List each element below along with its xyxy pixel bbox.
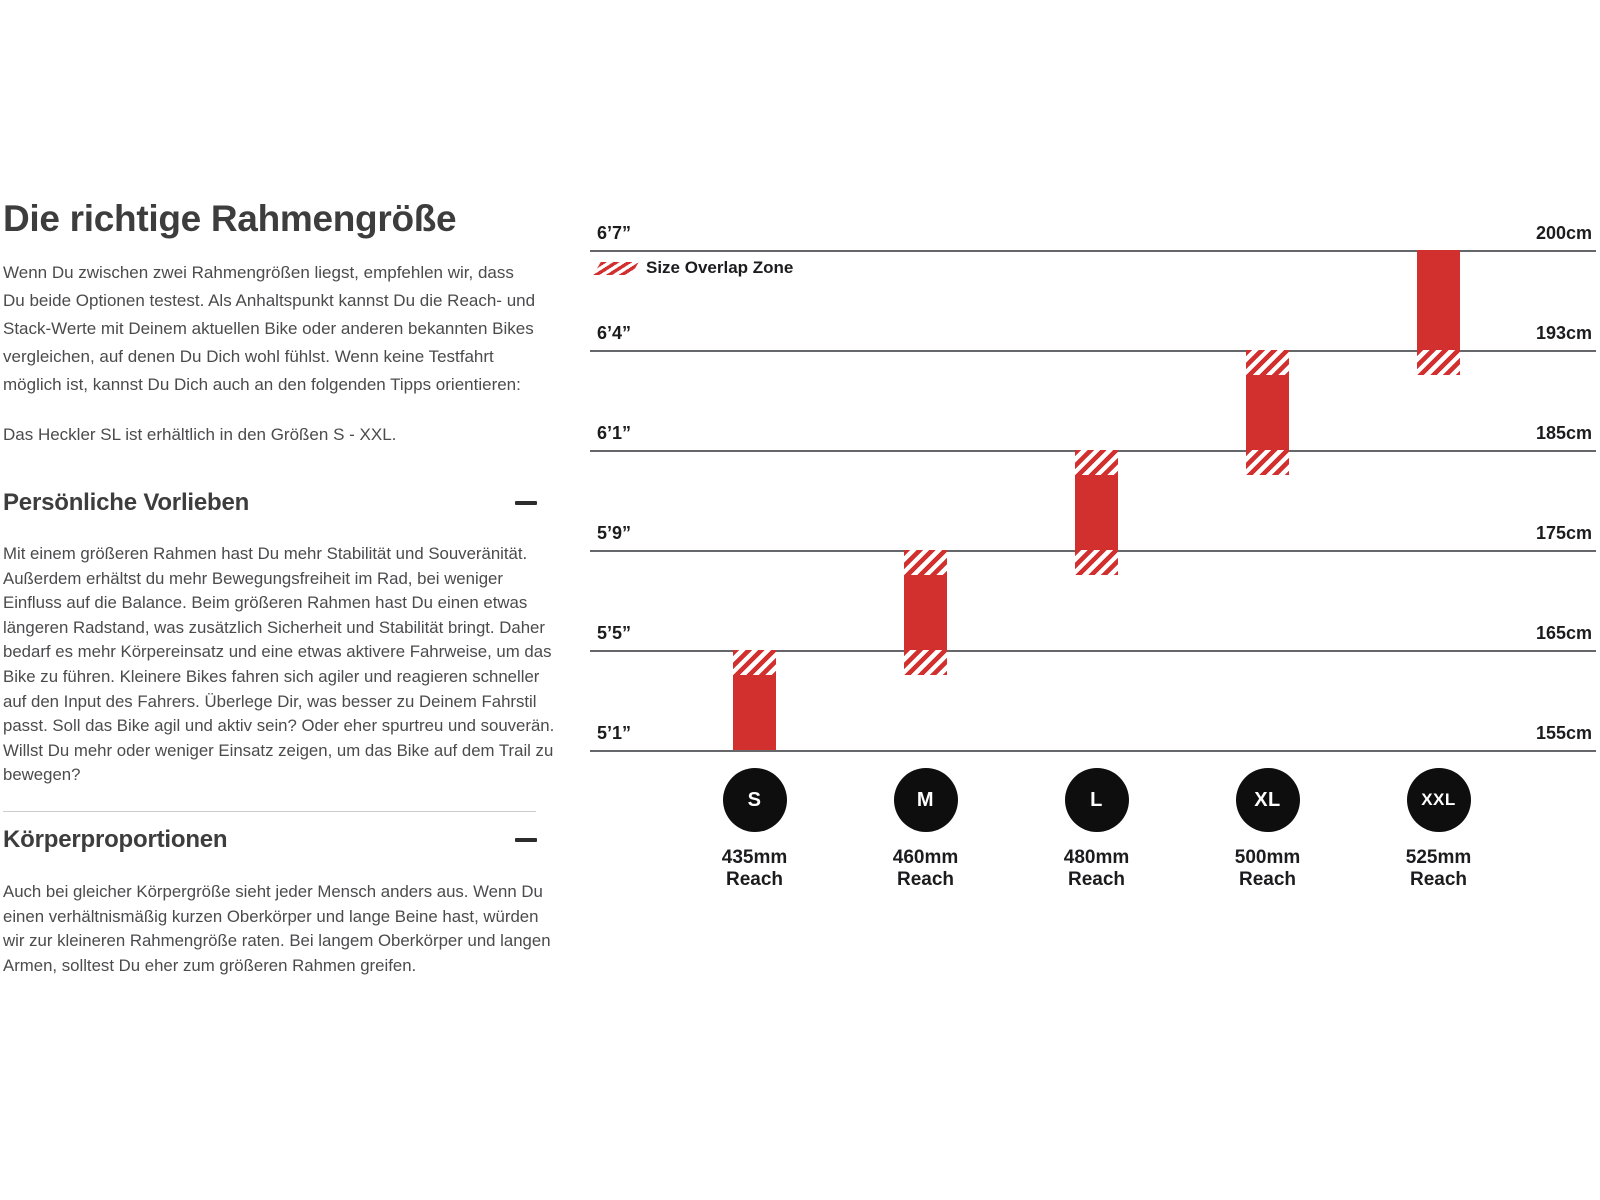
reach-caption: Reach bbox=[725, 869, 784, 890]
intro-paragraph: Wenn Du zwischen zwei Rahmengrößen liegst, empfehlen wir, dass Du beide Optionen testest. Als Anhaltspunkt kannst Du die Reach- und Stack-Werte mit Deinem aktuellen Bike oder anderen bekannten Bikes vergleichen, auf denen Du Dich wohl fühlst. Wenn keine Testfahrt möglich ist, kannst Du Dich auch an den folgenden Tipps orientieren: bbox=[3, 263, 536, 394]
size-range-segment-xl bbox=[1246, 375, 1289, 450]
availability-note: Das Heckler SL ist erhältlich in den Größen S - XXL. bbox=[3, 425, 397, 444]
height-gridline bbox=[590, 750, 1596, 752]
collapse-minus-icon[interactable] bbox=[515, 501, 537, 505]
overlap-zone-segment-m bbox=[904, 650, 947, 675]
overlap-zone-segment-xl bbox=[1246, 350, 1289, 375]
height-label-imperial: 5’5” bbox=[597, 623, 632, 643]
height-gridline bbox=[590, 350, 1596, 352]
reach-value: 525mm bbox=[1405, 847, 1472, 868]
height-label-metric: 193cm bbox=[1535, 323, 1592, 343]
legend-size-overlap-zone bbox=[597, 258, 793, 278]
reach-value: 460mm bbox=[892, 847, 959, 868]
size-circle-xxl: XXL bbox=[1407, 768, 1471, 832]
size-circle-l: L bbox=[1065, 768, 1129, 832]
section-body: Auch bei gleicher Körpergröße sieht jeder Mensch anders aus. Wenn Du einen verhältnismäßig kurzen Oberkörper und lange Beine hast, würden wir zur kleineren Rahmengröße raten. Bei langem Oberkörper und langen Armen, solltest Du eher zum größeren Rahmen greifen. bbox=[3, 882, 551, 975]
section-heading: Körperproportionen bbox=[3, 826, 228, 853]
height-label-metric: 200cm bbox=[1535, 223, 1592, 243]
reach-value: 480mm bbox=[1063, 847, 1130, 868]
size-range-segment-s bbox=[733, 675, 776, 750]
reach-label-s bbox=[685, 847, 825, 891]
size-range-segment-xxl bbox=[1417, 250, 1460, 350]
page-title: Die richtige Rahmengröße bbox=[3, 198, 457, 239]
reach-label-l bbox=[1027, 847, 1167, 891]
overlap-zone-segment-m bbox=[904, 550, 947, 575]
overlap-zone-segment-l bbox=[1075, 550, 1118, 575]
section-heading: Persönliche Vorlieben bbox=[3, 489, 250, 516]
height-label-imperial: 6’4” bbox=[597, 323, 632, 343]
section-body: Mit einem größeren Rahmen hast Du mehr Stabilität und Souveränität. Außerdem erhältst du mehr Bewegungsfreiheit im Rad, bei weniger Einfluss auf die Balance. Beim größeren Rahmen hast Du einen etwas längeren Radstand, was zusätzlich Sicherheit und Stabilität bringt. Daher bedarf es mehr Körpereinsatz und eine etwas aktivere Fahrweise, um das Bike zu führen. Kleinere Bikes fahren sich agiler und reagieren schneller auf den Input des Fahrers. Überlege Dir, was besser zu Deinem Fahrstil passt. Soll das Bike agil und aktiv sein? Oder eher spurtreu und souverän. Willst Du mehr oder weniger Einsatz zeigen, um das Bike auf dem Trail zu bewegen? bbox=[3, 544, 555, 785]
height-gridline bbox=[590, 650, 1596, 652]
overlap-zone-segment-s bbox=[733, 650, 776, 675]
reach-caption: Reach bbox=[1067, 869, 1126, 890]
reach-label-xl bbox=[1198, 847, 1338, 891]
height-label-imperial: 5’1” bbox=[597, 723, 632, 743]
reach-label-m bbox=[856, 847, 996, 891]
height-label-imperial: 6’7” bbox=[597, 223, 632, 243]
overlap-zone-segment-l bbox=[1075, 450, 1118, 475]
reach-caption: Reach bbox=[1238, 869, 1297, 890]
height-gridline bbox=[590, 550, 1596, 552]
height-gridline bbox=[590, 450, 1596, 452]
size-circle-s: S bbox=[723, 768, 787, 832]
overlap-zone-segment-xxl bbox=[1417, 350, 1460, 375]
reach-caption: Reach bbox=[1409, 869, 1468, 890]
collapse-minus-icon[interactable] bbox=[515, 838, 537, 842]
size-range-segment-m bbox=[904, 575, 947, 650]
reach-label-xxl bbox=[1369, 847, 1509, 891]
size-circle-m: M bbox=[894, 768, 958, 832]
section-header-body-proportions[interactable] bbox=[3, 824, 537, 856]
size-range-segment-l bbox=[1075, 475, 1118, 550]
height-label-metric: 175cm bbox=[1535, 523, 1592, 543]
height-label-imperial: 5’9” bbox=[597, 523, 632, 543]
reach-value: 500mm bbox=[1234, 847, 1301, 868]
height-label-metric: 155cm bbox=[1535, 723, 1592, 743]
height-gridline bbox=[590, 250, 1596, 252]
height-label-metric: 165cm bbox=[1535, 623, 1592, 643]
legend-label: Size Overlap Zone bbox=[646, 258, 794, 277]
section-header-personal-preferences[interactable] bbox=[3, 487, 537, 519]
section-divider bbox=[3, 811, 536, 812]
height-label-imperial: 6’1” bbox=[597, 423, 632, 443]
reach-value: 435mm bbox=[721, 847, 788, 868]
height-label-metric: 185cm bbox=[1535, 423, 1592, 443]
reach-caption: Reach bbox=[896, 869, 955, 890]
overlap-zone-segment-xl bbox=[1246, 450, 1289, 475]
size-circle-xl: XL bbox=[1236, 768, 1300, 832]
hatch-swatch-icon bbox=[593, 262, 639, 275]
